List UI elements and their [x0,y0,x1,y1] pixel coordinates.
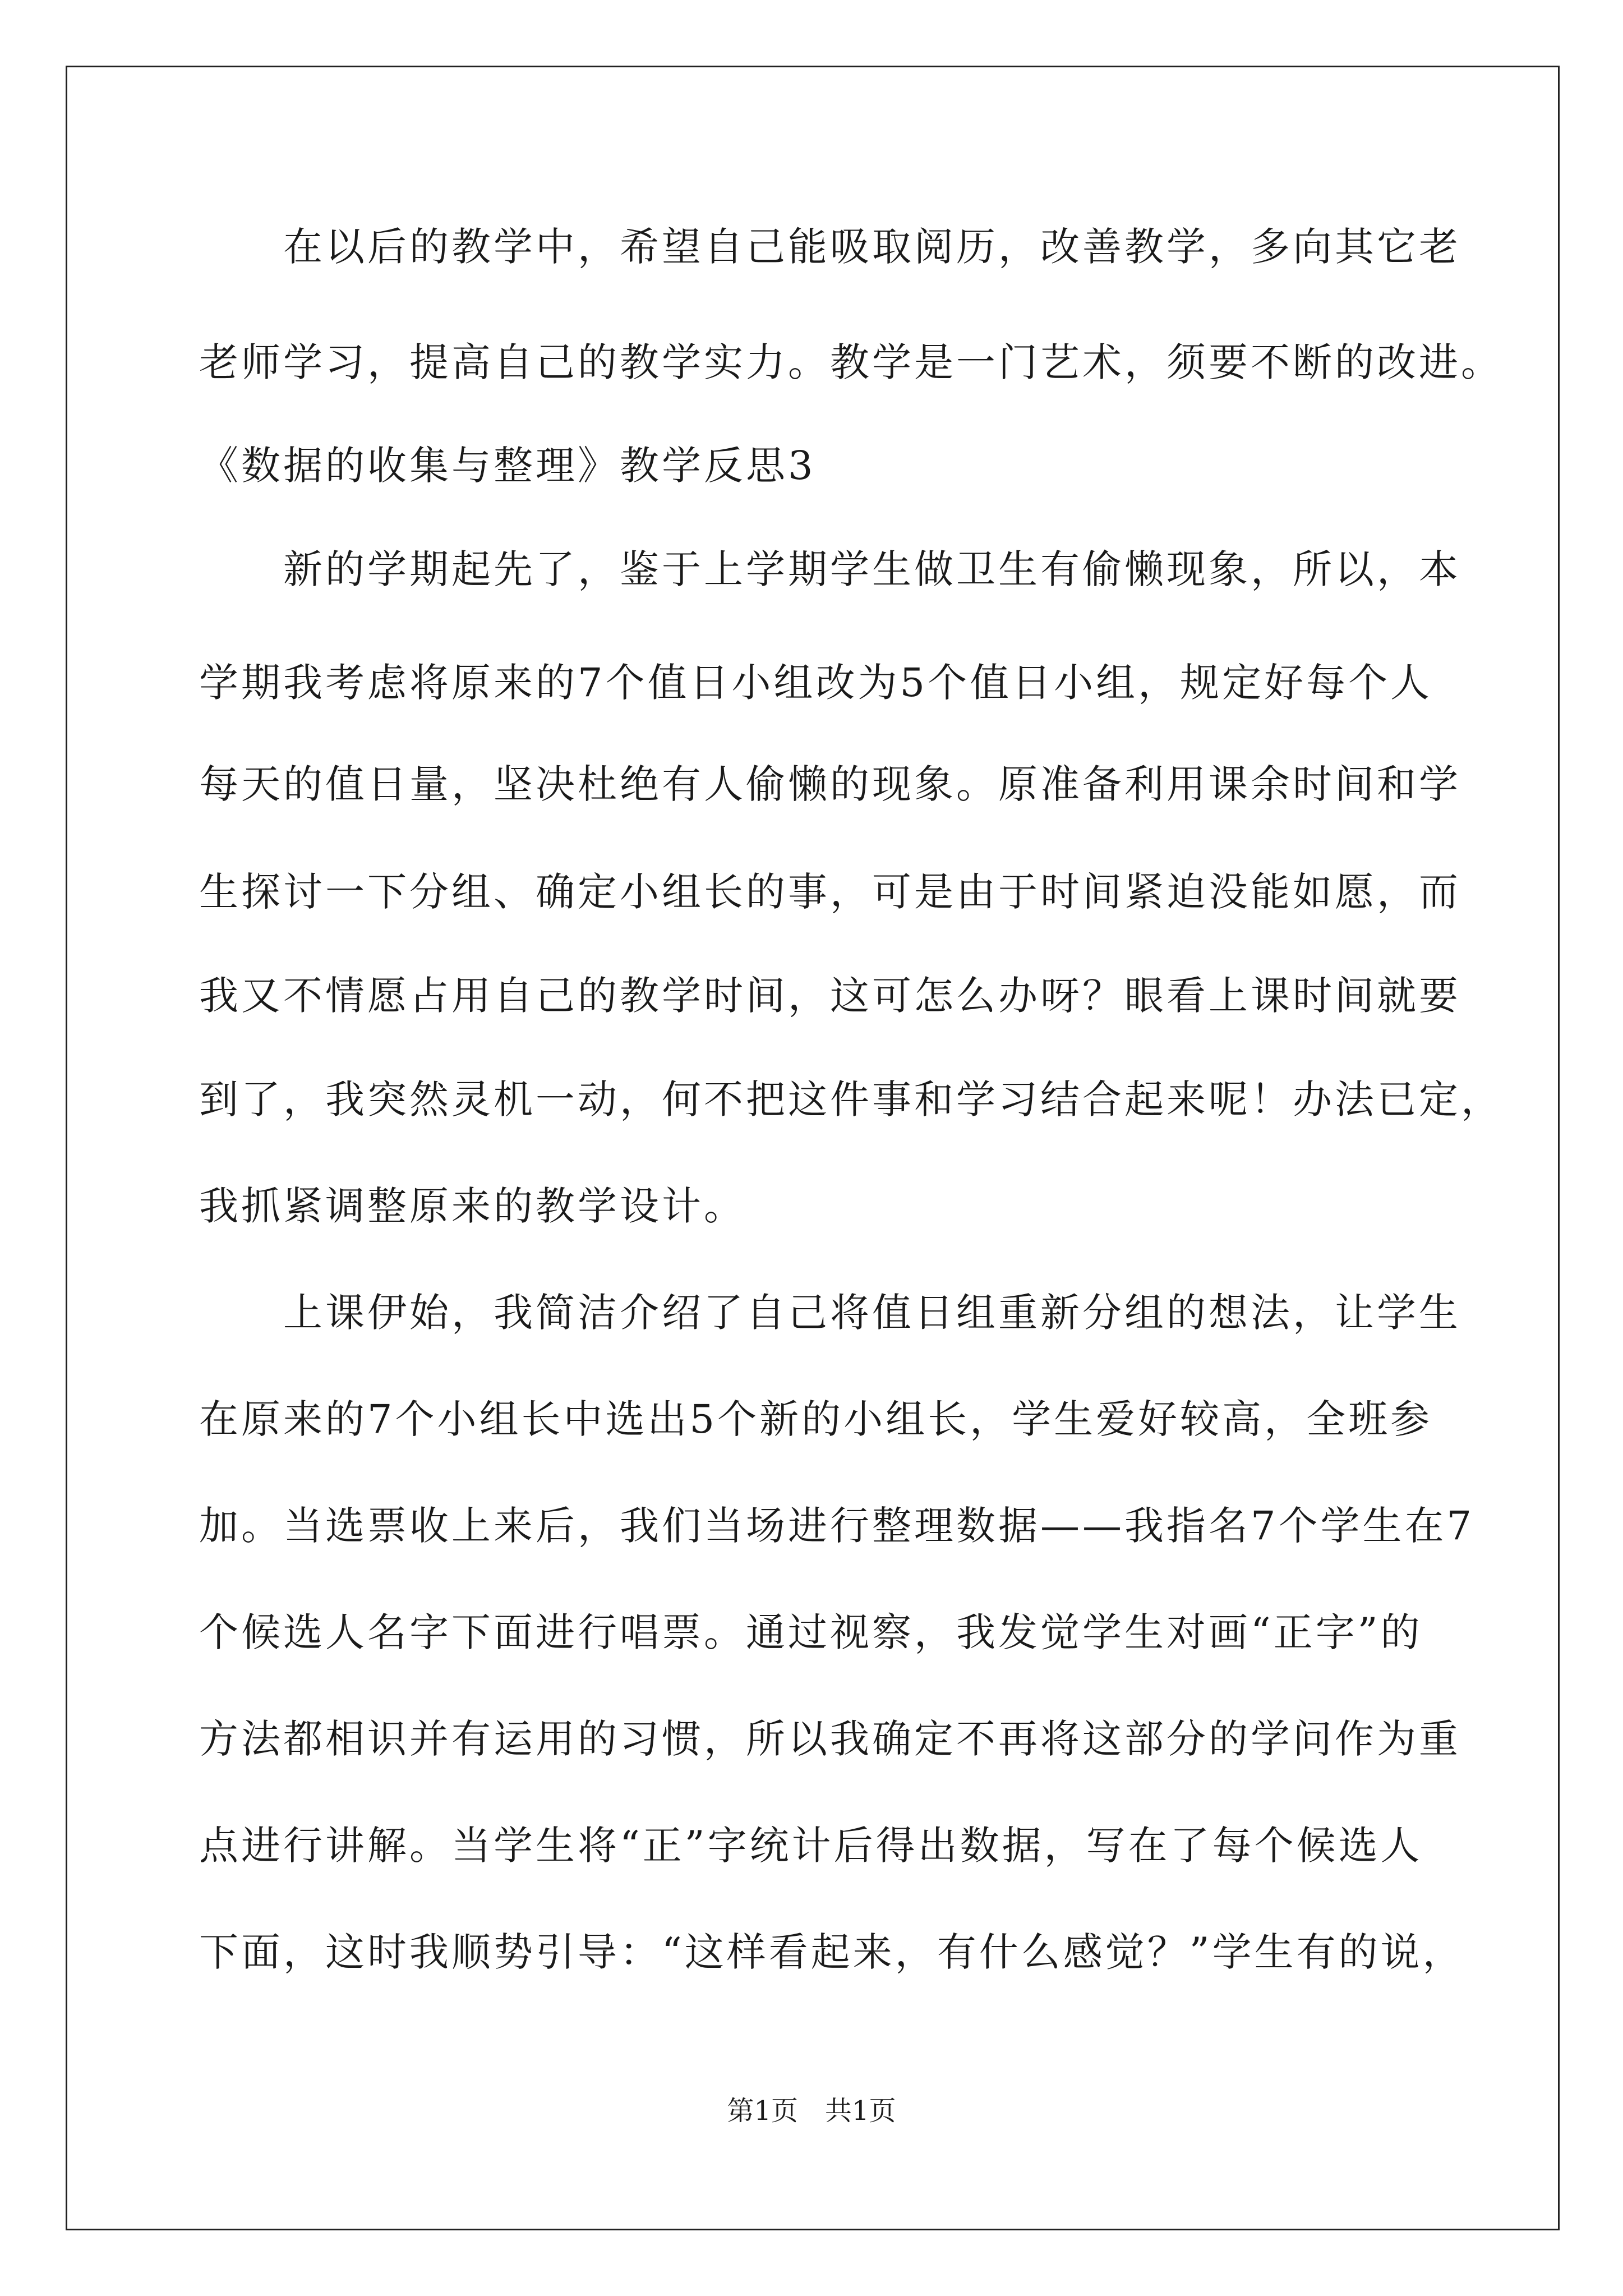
paragraph-line: 点进行讲解。当学生将“正”字统计后得出数据，写在了每个候选人 [199,1823,1423,1869]
paragraph-line: 加。当选票收上来后，我们当场进行整理数据——我指名7个学生在7 [199,1503,1475,1549]
paragraph-line: 生探讨一下分组、确定小组长的事，可是由于时间紧迫没能如愿，而 [199,869,1461,915]
section-heading: 《数据的收集与整理》教学反思3 [199,443,816,489]
paragraph-line: 学期我考虑将原来的7个值日小组改为5个值日小组，规定好每个人 [199,660,1433,706]
paragraph-line: 我抓紧调整原来的教学设计。 [199,1183,746,1229]
page-footer: 第1页 共1页 [727,2095,896,2127]
paragraph-line: 个候选人名字下面进行唱票。通过视察，我发觉学生对画“正字”的 [199,1609,1423,1655]
paragraph-line: 到了，我突然灵机一动，何不把这件事和学习结合起来呢！办法已定， [199,1076,1503,1122]
paragraph-line: 每天的值日量，坚决杜绝有人偷懒的现象。原准备利用课余时间和学 [199,761,1461,807]
paragraph-line: 下面，这时我顺势引导：“这样看起来，有什么感觉？”学生有的说， [199,1929,1465,1975]
paragraph-line: 在以后的教学中，希望自己能吸取阅历，改善教学，多向其它老 [199,224,1461,270]
paragraph-line: 老师学习，提高自己的教学实力。教学是一门艺术，须要不断的改进。 [199,339,1503,385]
paragraph-line: 我又不情愿占用自己的教学时间，这可怎么办呀？眼看上课时间就要 [199,973,1461,1019]
paragraph-line: 在原来的7个小组长中选出5个新的小组长，学生爱好较高，全班参 [199,1396,1433,1442]
paragraph-line: 新的学期起先了，鉴于上学期学生做卫生有偷懒现象，所以，本 [199,546,1461,592]
paragraph-line: 方法都相识并有运用的习惯，所以我确定不再将这部分的学问作为重 [199,1716,1461,1762]
paragraph-line: 上课伊始，我简洁介绍了自己将值日组重新分组的想法，让学生 [199,1290,1461,1336]
